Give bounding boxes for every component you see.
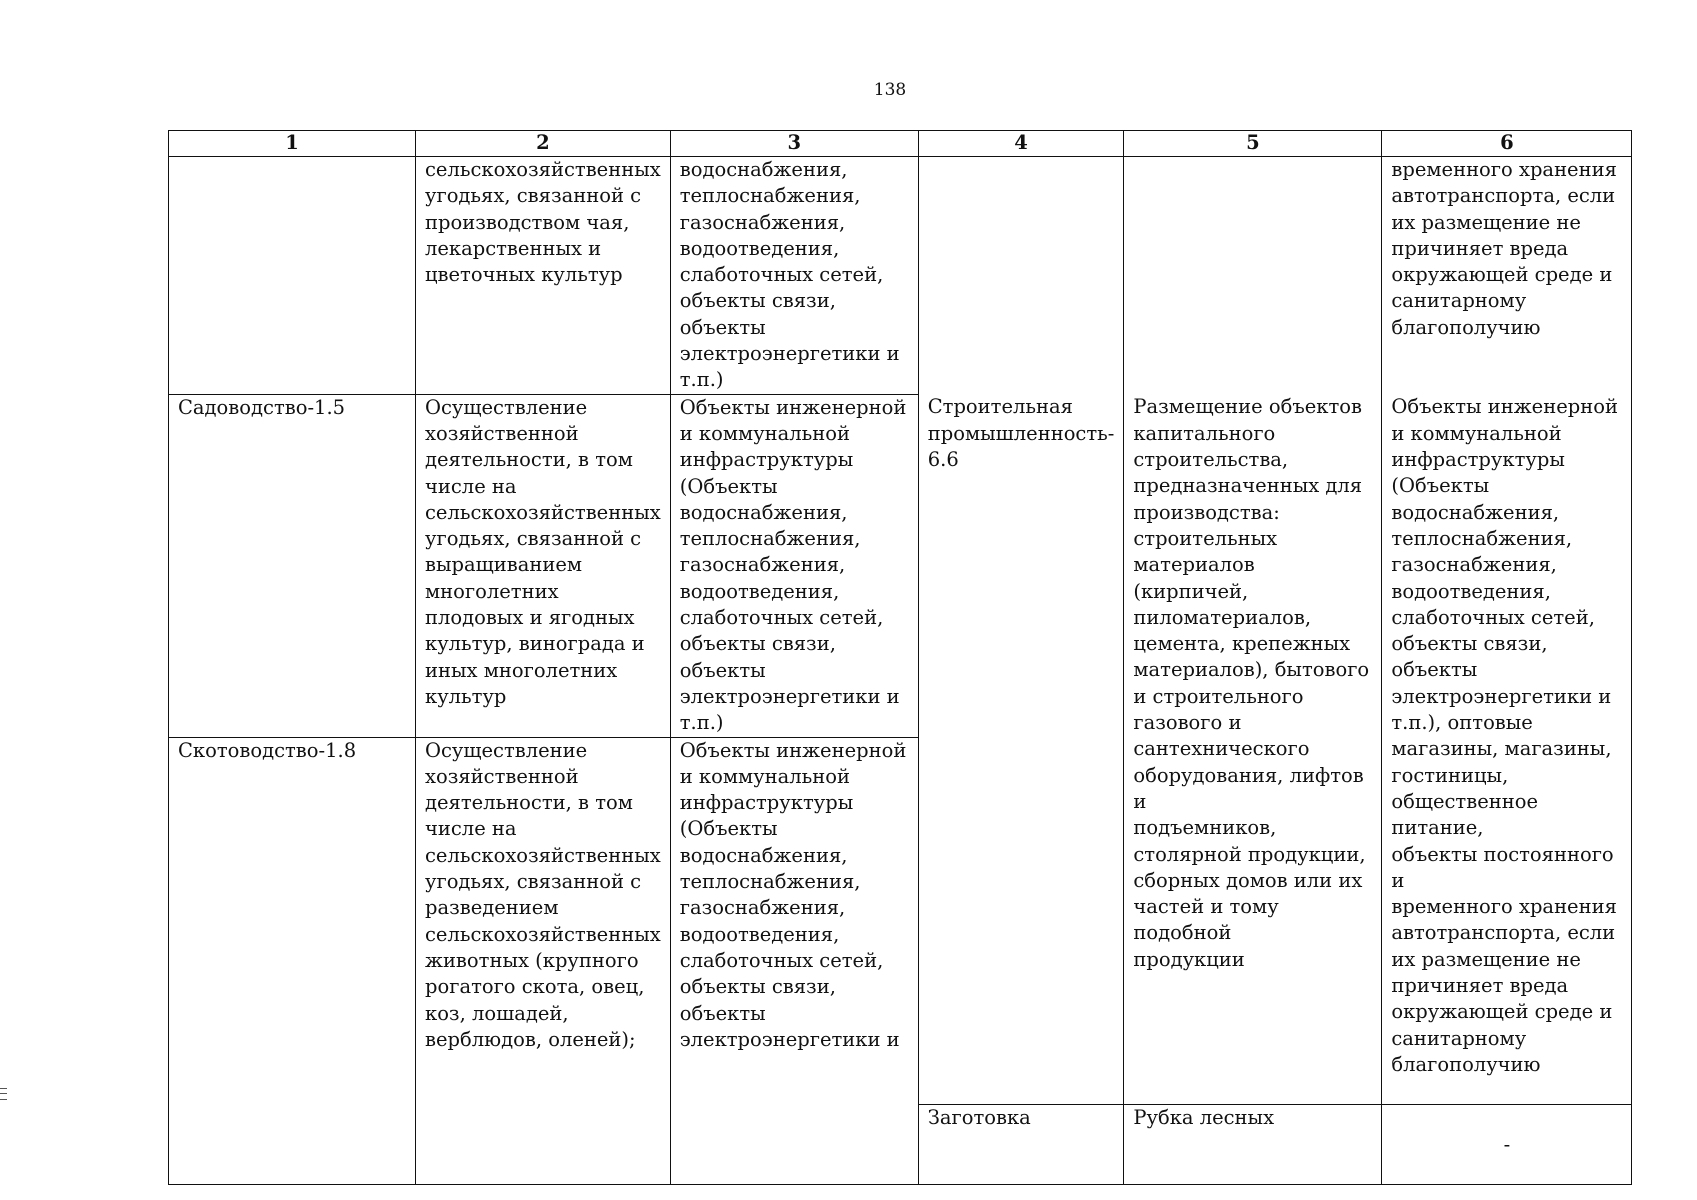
cell-row-continued-col3: водоснабжения, теплоснабжения, газоснабжения, водоотведения, слаботочных сетей, объекты связи, объекты электроэнергетики и т.п.) [670, 157, 918, 395]
cell-row-continued-col2: сельскохозяйственных угодьях, связанной с производством чая, лекарственных и цветочных культур [416, 157, 671, 395]
cell-gardening-name: Садоводство-1.5 [169, 394, 416, 737]
cell-construction-description [1124, 394, 1382, 1105]
construction-description-text: Размещение объектов капитального строительства, предназначенных для производства: строительных материалов (кирпичей, пиломатериалов, цемента, крепежных материалов), бытового и строительного газового и сантехнического оборудования, лифтов и подъемников, столярной продукции, сборных домов или их частей и тому подобной продукции [1133, 395, 1370, 971]
table-row [169, 394, 1632, 737]
table-row [169, 157, 1632, 395]
land-use-table [168, 130, 1632, 1185]
construction-name-text: Строительная промышленность- 6.6 [927, 395, 1115, 472]
cell-construction-name [918, 394, 1124, 1105]
table-header-row [169, 131, 1632, 157]
cell-construction-permitted-objects [1382, 394, 1632, 1105]
page-number: 138 [873, 80, 907, 100]
construction-permitted-objects-text: Объекты инженерной и коммунальной инфраструктуры (Объекты водоснабжения, теплоснабжения, газоснабжения, водоотведения, слаботочных сетей, объекты связи, объекты электроэнергетики и т.п.), оптовые магазины, магазины, гостиницы, общественное питание, объекты постоянного и временного хранения автотранспорта, если их размещение не причиняет вреда окружающей среде и санитарному благополучию [1391, 395, 1618, 1076]
cell-row-continued-col4 [918, 157, 1124, 395]
cell-livestock-description: Осуществление хозяйственной деятельности, в том числе на сельскохозяйственных угодьях, связанной с разведением сельскохозяйственных животных (крупного рогатого скота, овец, коз, лошадей, верблюдов, оленей); [416, 737, 671, 1185]
column-header-4: 4 [918, 131, 1124, 157]
cell-logging-permitted-objects [1382, 1105, 1632, 1185]
cell-logging-description: Рубка лесных [1124, 1105, 1382, 1185]
logging-dash: - [1503, 1132, 1511, 1156]
cell-gardening-description: Осуществление хозяйственной деятельности, в том числе на сельскохозяйственных угодьях, связанной с выращиванием многолетних плодовых и ягодных культур, винограда и иных многолетних культур [416, 394, 671, 737]
column-header-6: 6 [1382, 131, 1632, 157]
cell-livestock-permitted-objects: Объекты инженерной и коммунальной инфраструктуры (Объекты водоснабжения, теплоснабжения, газоснабжения, водоотведения, слаботочных сетей, объекты связи, объекты электроэнергетики и [670, 737, 918, 1185]
column-header-1: 1 [169, 131, 416, 157]
cell-logging-name: Заготовка [918, 1105, 1124, 1185]
cell-row-continued-col5 [1124, 157, 1382, 395]
column-header-2: 2 [416, 131, 671, 157]
cell-row-continued-col1 [169, 157, 416, 395]
scan-edge-mark [0, 1088, 7, 1100]
cell-livestock-name: Скотоводство-1.8 [169, 737, 416, 1185]
column-header-3: 3 [670, 131, 918, 157]
cell-gardening-permitted-objects: Объекты инженерной и коммунальной инфраструктуры (Объекты водоснабжения, теплоснабжения, газоснабжения, водоотведения, слаботочных сетей, объекты связи, объекты электроэнергетики и т.п.) [670, 394, 918, 737]
column-header-5: 5 [1124, 131, 1382, 157]
cell-row-continued-col6: временного хранения автотранспорта, если их размещение не причиняет вреда окружающей среде и санитарному благополучию [1382, 157, 1632, 395]
